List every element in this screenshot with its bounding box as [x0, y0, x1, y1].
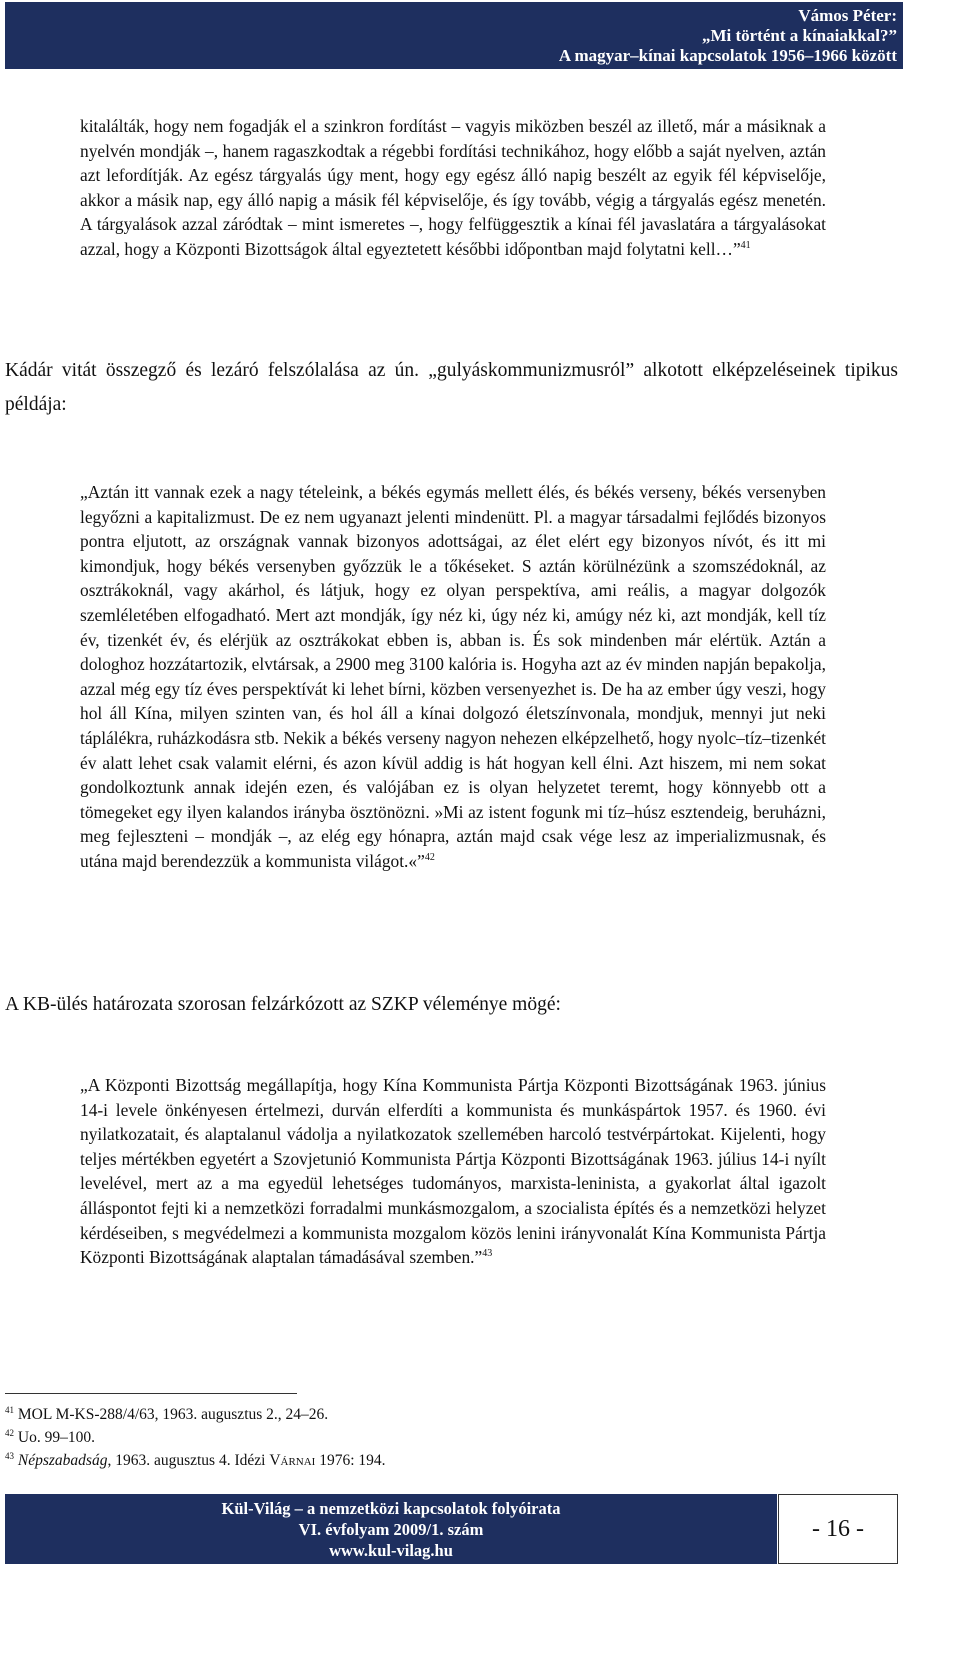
footer-journal: Kül-Világ – a nemzetközi kapcsolatok folyóirata: [221, 1499, 561, 1518]
footnote-source-title: Népszabadság: [17, 1452, 108, 1469]
footnote-ref-41[interactable]: 41: [740, 240, 751, 252]
block-quote-1: [80, 114, 826, 262]
footnote-num: 42: [5, 1427, 14, 1438]
footnote-author: Várnai: [269, 1452, 316, 1469]
block-quote-3: [80, 1073, 826, 1270]
header-subtitle: A magyar–kínai kapcsolatok 1956–1966 között: [558, 46, 897, 65]
footnote-num: 43: [5, 1450, 14, 1461]
paragraph-kadar: Kádár vitát összegző és lezáró felszólalása az ún. „gulyáskommunizmusról” alkotott elképzeléseinek tipikus példája:: [5, 360, 898, 415]
paragraph-kb: A KB-ülés határozata szorosan felzárkózott az SZKP véleménye mögé:: [5, 994, 561, 1015]
quote-3-text: „A Központi Bizottság megállapítja, hogy Kína Kommunista Pártja Központi Bizottságának 1963. június 14-i levele önkényesen értelmezi, durván elferdíti a kommunista és munkáspártok 1957. és 1960. évi nyilatkozatait, és alaptalanul vádolja a nyilatkozatok szellemében harcoló testvérpártokat. Kijelenti, hogy teljes mértékben egyetért a Szovjetunió Kommunista Pártja Központi Bizottságának 1963. július 14-i nyílt levelével, mert az a ma egyedül lehetséges tudományos, marxista-leninista, a gyakorlat által igazolt álláspontot fejti ki a nemzetközi forradalmi munkásmozgalom, a szocialista építés és a nemzetközi helyzet kérdéseiben, s megvédelmezi a kommunista mozgalom közös lenini irányvonalát Kína Kommunista Pártja Központi Bizottságának alaptalan támadásával szemben.”: [80, 1075, 826, 1268]
header-title: „Mi történt a kínaiakkal?”: [701, 26, 897, 45]
footnote-43: [5, 1451, 705, 1471]
footnote-text: MOL M-KS-288/4/63, 1963. augusztus 2., 24–26.: [17, 1406, 329, 1423]
header-author: Vámos Péter:: [798, 6, 897, 25]
footnote-ref-43[interactable]: 43: [482, 1248, 493, 1260]
page-number: - 16 -: [778, 1494, 898, 1564]
quote-2-text: „Aztán itt vannak ezek a nagy tételeink, a békés egymás mellett élés, és békés verseny, békés versenyben legyőzni a kapitalizmust. De ez nem ugyanazt jelenti mindenütt. Pl. a magyar társadalmi fejlődés bizonyos pontra eljutott, az országnak vannak bizonyos adottságai, az élet elért egy bizonyos nívót, és itt mi kimondjuk, hogy békés versenyben győzzük le a tőkéseket. S aztán körülnézünk a szomszédoknál, az osztrákoknál, vagy akárhol, és látjuk, hogy ez olyan perspektíva, ami reális, a magyar dolgozók szemléletében elfogadható. Mert azt mondják, így néz ki, úgy néz ki, amúgy néz ki, azt mondják, kell tíz év, tizenkét év, és elérjük az osztrákokat ebben is, abban is. És sok mindenben már elértük. Aztán a dologhoz hozzátartozik, elvtársak, a 2900 meg 3100 kalória is. Hogyha azt az év minden napján bepakolja, azzal még egy tíz éves perspektívát ki lehet bírni, közben versenyezhet is. De ha az ember úgy veszi, hogy hol áll Kína, milyen szinten van, és hol áll a kínai dolgozó életszínvonala, mondjuk, mennyi jut neki táplálékra, ruházkodásra stb. Nekik a békés verseny nagyon nehezen elképzelhető, hogy nyolc–tíz–tizenkét év alatt lehet csak valamit elérni, és azon kívül addig is hát hogyan kell élni. Azt hiszem, mi nem sokat gondolkoztunk annak idején ezen, és valójában ez is olyan helyzetet teremt, hogy könnyebb ott a tömegeket egy ilyen kalandos irányba ösztönözni. »Mi az istent fogunk mi tíz–húsz esztendeig, beruházni, meg fejleszteni – mondják –, az elég egy hónapra, aztán majd csak vége lesz az imperializmusnak, és utána majd berendezzük a kommunista világot.«”: [80, 482, 826, 871]
footnote-42: [5, 1428, 705, 1448]
footnote-ref-42[interactable]: 42: [424, 852, 435, 864]
footnote-tail: 1976: 194.: [315, 1452, 386, 1469]
footnote-num: 41: [5, 1404, 14, 1415]
footnote-text: Uo. 99–100.: [17, 1429, 95, 1446]
footnote-41: [5, 1405, 705, 1425]
footer-url[interactable]: www.kul-vilag.hu: [329, 1541, 453, 1560]
footnote-divider: [5, 1393, 297, 1394]
journal-footer: [5, 1494, 777, 1564]
block-quote-2: [80, 480, 826, 874]
footer-issue: VI. évfolyam 2009/1. szám: [298, 1520, 484, 1539]
running-header: [5, 2, 903, 69]
quote-1-text: kitalálták, hogy nem fogadják el a szinkron fordítást – vagyis miközben beszél az illető, már a másiknak a nyelvén mondják –, hanem ragaszkodtak a régebbi fordítási technikához, hogy előbb a saját nyelven, aztán azt lefordítják. Az egész tárgyalás úgy ment, hogy egy egész álló napig beszélt az egyik fél képviselője, akkor a másik nap, egy álló napig a másik fél képviselője, és így tovább, végig a tárgyalás egész menetén. A tárgyalások azzal záródtak – mint ismeretes –, hogy felfüggesztik a kínai fél javaslatára a tárgyalásokat azzal, hogy a Központi Bizottságok által egyeztetett későbbi időpontban majd folytatni kell…”: [80, 116, 826, 259]
footnote-text: , 1963. augusztus 4. Idézi: [107, 1452, 270, 1469]
